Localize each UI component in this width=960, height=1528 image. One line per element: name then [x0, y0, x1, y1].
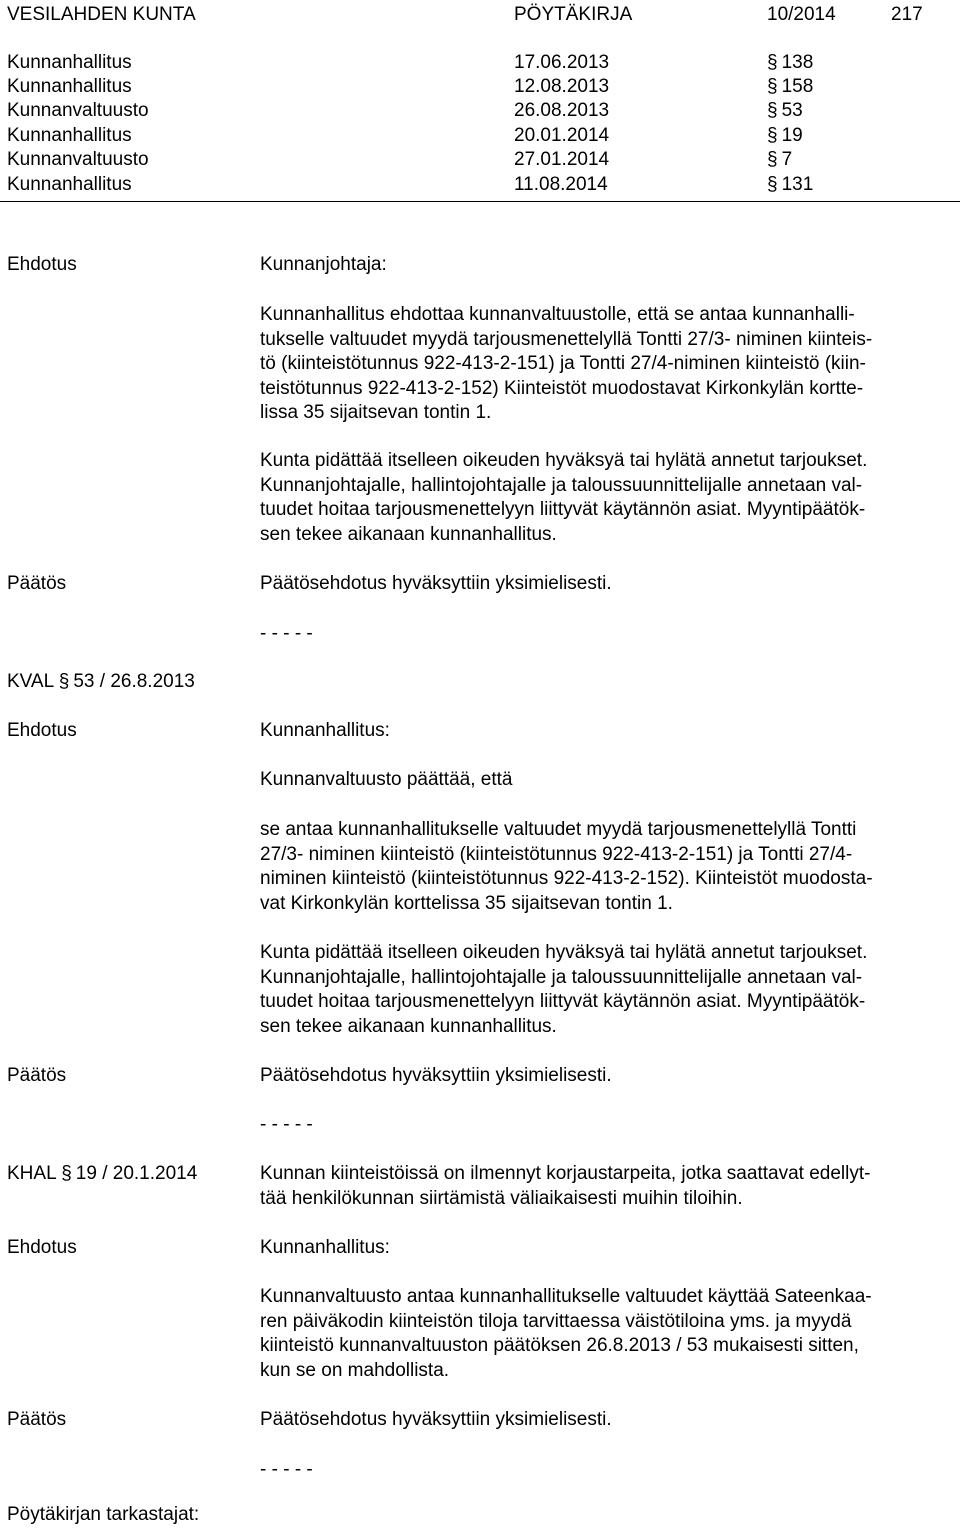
- decision-text: Päätösehdotus hyväksyttiin yksimielisesti.: [260, 1409, 612, 1430]
- proposer-label: Kunnanhallitus:: [260, 720, 390, 741]
- resolution-paragraph: se antaa kunnanhallitukselle valtuudet myydä tarjousmenettelyllä Tontti 27/3- niminen kiinteistö (kiinteistötunnus 922-413-2-151) ja Tontti 27/4- niminen kiinteistö (kiinteistötunnus 922-413-2-152). Kiinteistöt muodosta- vat Kirkonkylän korttelissa 35 sijaitsevan tontin 1.: [260, 819, 873, 914]
- label-ehdotus: Ehdotus: [7, 720, 77, 741]
- label-ehdotus: Ehdotus: [7, 254, 77, 275]
- label-paatos: Päätös: [7, 1409, 67, 1430]
- document-type: PÖYTÄKIRJA: [514, 4, 633, 25]
- history-date: 20.01.2014: [514, 125, 610, 146]
- decision-text: Päätösehdotus hyväksyttiin yksimielisesti.: [260, 1065, 612, 1086]
- context-paragraph: Kunnan kiinteistöissä on ilmennyt korjaustarpeita, jotka saattavat edellyt- tää henkilökunnan siirtämistä väliaikaisesti muihin tiloihin.: [260, 1163, 871, 1209]
- proposal-paragraph: Kunnanhallitus ehdottaa kunnanvaltuustolle, että se antaa kunnanhalli- tukselle valtuudet myydä tarjousmenettelyllä Tontti 27/3- niminen kiinteis- tö (kiinteistötunnus 922-413-2-151) ja Tontti 27/4-niminen kiinteistö (kiin- teistötunnus 922-413-2-152) Kiinteistöt muodostavat Kirkonkylän kortte- lissa 35 sijaitsevan tontin 1.: [260, 304, 873, 423]
- history-section: § 131: [767, 173, 813, 198]
- label-paatos: Päätös: [7, 1065, 67, 1086]
- header-divider: [0, 201, 960, 202]
- page-number: 217: [891, 4, 923, 25]
- proposer-label: Kunnanjohtaja:: [260, 254, 387, 275]
- proposer-label: Kunnanhallitus:: [260, 1237, 390, 1258]
- separator: - - - - -: [260, 623, 313, 644]
- section-sign-icon: [767, 149, 778, 170]
- reference-khal: KHAL § 19 / 20.1.2014: [7, 1162, 197, 1187]
- label-ehdotus: Ehdotus: [7, 1237, 77, 1258]
- history-section: § 19: [767, 124, 803, 149]
- issue-number: 10/2014: [767, 4, 836, 25]
- section-sign-icon: [767, 174, 778, 195]
- history-body: Kunnanhallitus: [7, 125, 132, 146]
- reference-kval: KVAL § 53 / 26.8.2013: [7, 670, 195, 695]
- proposal-paragraph: Kunnanvaltuusto antaa kunnanhallitukselle valtuudet käyttää Sateenkaa- ren päiväkodin kiinteistön tiloja tarvittaessa väistötiloina yms. ja myydä kiinteistö kunnanvaltuuston päätöksen 26.8.2013 / 53 mukaisesti sitten, kun se on mahdollista.: [260, 1286, 872, 1381]
- history-date: 11.08.2014: [514, 174, 608, 195]
- history-body: Kunnanhallitus: [7, 52, 132, 73]
- history-body: Kunnanvaltuusto: [7, 100, 149, 121]
- decision-text: Päätösehdotus hyväksyttiin yksimielisesti.: [260, 573, 612, 594]
- history-body: Kunnanhallitus: [7, 76, 132, 97]
- history-section: § 158: [767, 75, 813, 100]
- separator: - - - - -: [260, 1459, 313, 1480]
- history-body: Kunnanhallitus: [7, 174, 132, 195]
- history-body: Kunnanvaltuusto: [7, 149, 149, 170]
- resolution-intro: Kunnanvaltuusto päättää, että: [260, 769, 513, 790]
- label-paatos: Päätös: [7, 573, 67, 594]
- history-date: 12.08.2013: [514, 76, 610, 97]
- section-sign-icon: [767, 76, 778, 97]
- history-section: § 138: [767, 51, 813, 76]
- section-sign-icon: [59, 671, 70, 692]
- municipality-name: VESILAHDEN KUNTA: [7, 4, 196, 25]
- section-sign-icon: [767, 125, 778, 146]
- proposal-paragraph: Kunta pidättää itselleen oikeuden hyväksyä tai hylätä annetut tarjoukset. Kunnanjohtajalle, hallintojohtajalle ja taloussuunnittelijalle annetaan val- tuudet hoitaa tarjousmenettelyyn liittyvät käytännön asiat. Myyntipäätök- sen tekee aikanaan kunnanhallitus.: [260, 450, 868, 545]
- resolution-paragraph: Kunta pidättää itselleen oikeuden hyväksyä tai hylätä annetut tarjoukset. Kunnanjohtajalle, hallintojohtajalle ja taloussuunnittelijalle annetaan val- tuudet hoitaa tarjousmenettelyyn liittyvät käytännön asiat. Myyntipäätök- sen tekee aikanaan kunnanhallitus.: [260, 942, 868, 1037]
- separator: - - - - -: [260, 1114, 313, 1135]
- history-section: § 53: [767, 99, 803, 124]
- minutes-reviewers-label: Pöytäkirjan tarkastajat:: [7, 1504, 200, 1525]
- history-section: § 7: [767, 148, 792, 173]
- history-date: 27.01.2014: [514, 149, 610, 170]
- section-sign-icon: [61, 1163, 72, 1184]
- history-date: 26.08.2013: [514, 100, 610, 121]
- section-sign-icon: [767, 100, 778, 121]
- history-date: 17.06.2013: [514, 52, 610, 73]
- section-sign-icon: [767, 52, 778, 73]
